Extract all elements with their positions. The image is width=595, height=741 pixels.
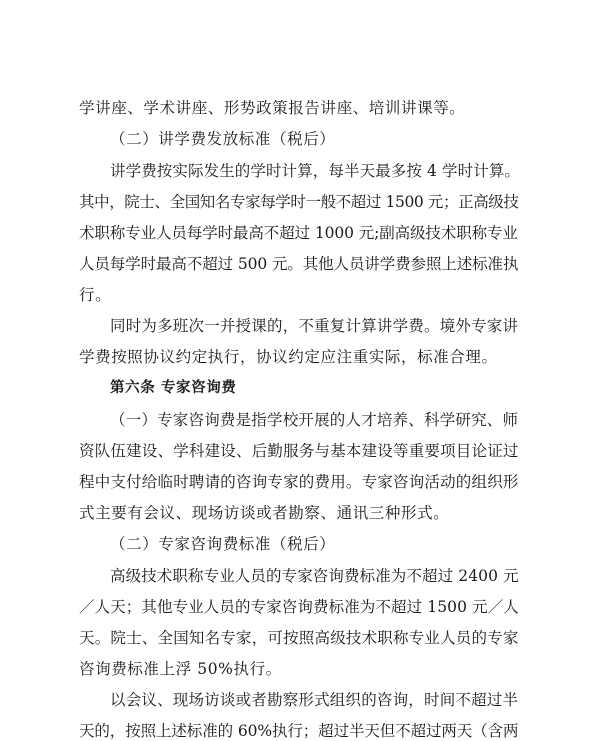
subsection-heading: （二）专家咨询费标准（税后） [110, 535, 336, 553]
subsection-heading: （二）讲学费发放标准（税后） [110, 130, 336, 148]
text-line: （一）专家咨询费是指学校开展的人才培养、科学研究、师 [110, 411, 519, 429]
text-line: 行。 [79, 286, 112, 304]
text-line: 讲学费按实际发生的学时计算，每半天最多按 4 学时计算。 [110, 162, 521, 180]
text-line: 咨询费标准上浮 50%执行。 [79, 660, 282, 678]
text-line: 其中，院士、全国知名专家每学时一般不超过 1500 元；正高级技 [79, 193, 519, 211]
text-line: ／人天；其他专业人员的专家咨询费标准为不超过 1500 元／人 [79, 598, 519, 616]
text-line: 术职称专业人员每学时最高不超过 1000 元;副高级技术职称专业 [79, 224, 518, 242]
article-heading: 第六条 专家咨询费 [110, 380, 237, 396]
text-line: 学讲座、学术讲座、形势政策报告讲座、培训讲课等。 [79, 99, 466, 117]
text-line: 天。院士、全国知名专家，可按照高级技术职称专业人员的专家 [79, 629, 519, 647]
text-line: 人员每学时最高不超过 500 元。其他人员讲学费参照上述标准执 [79, 255, 519, 273]
text-line: 同时为多班次一并授课的，不重复计算讲学费。境外专家讲 [110, 317, 519, 335]
text-line: 高级技术职称专业人员的专家咨询费标准为不超过 2400 元 [110, 567, 519, 585]
text-line: 天的，按照上述标准的 60%执行；超过半天但不超过两天（含两 [79, 722, 519, 740]
text-line: 以会议、现场访谈或者勘察形式组织的咨询，时间不超过半 [110, 691, 519, 709]
text-line: 式主要有会议、现场访谈或者勘察、通讯三种形式。 [79, 504, 450, 522]
text-line: 资队伍建设、学科建设、后勤服务与基本建设等重要项目论证过 [79, 442, 519, 460]
text-line: 学费按照协议约定执行，协议约定应注重实际，标准合理。 [79, 348, 498, 366]
text-line: 程中支付给临时聘请的咨询专家的费用。专家咨询活动的组织形 [79, 473, 519, 491]
